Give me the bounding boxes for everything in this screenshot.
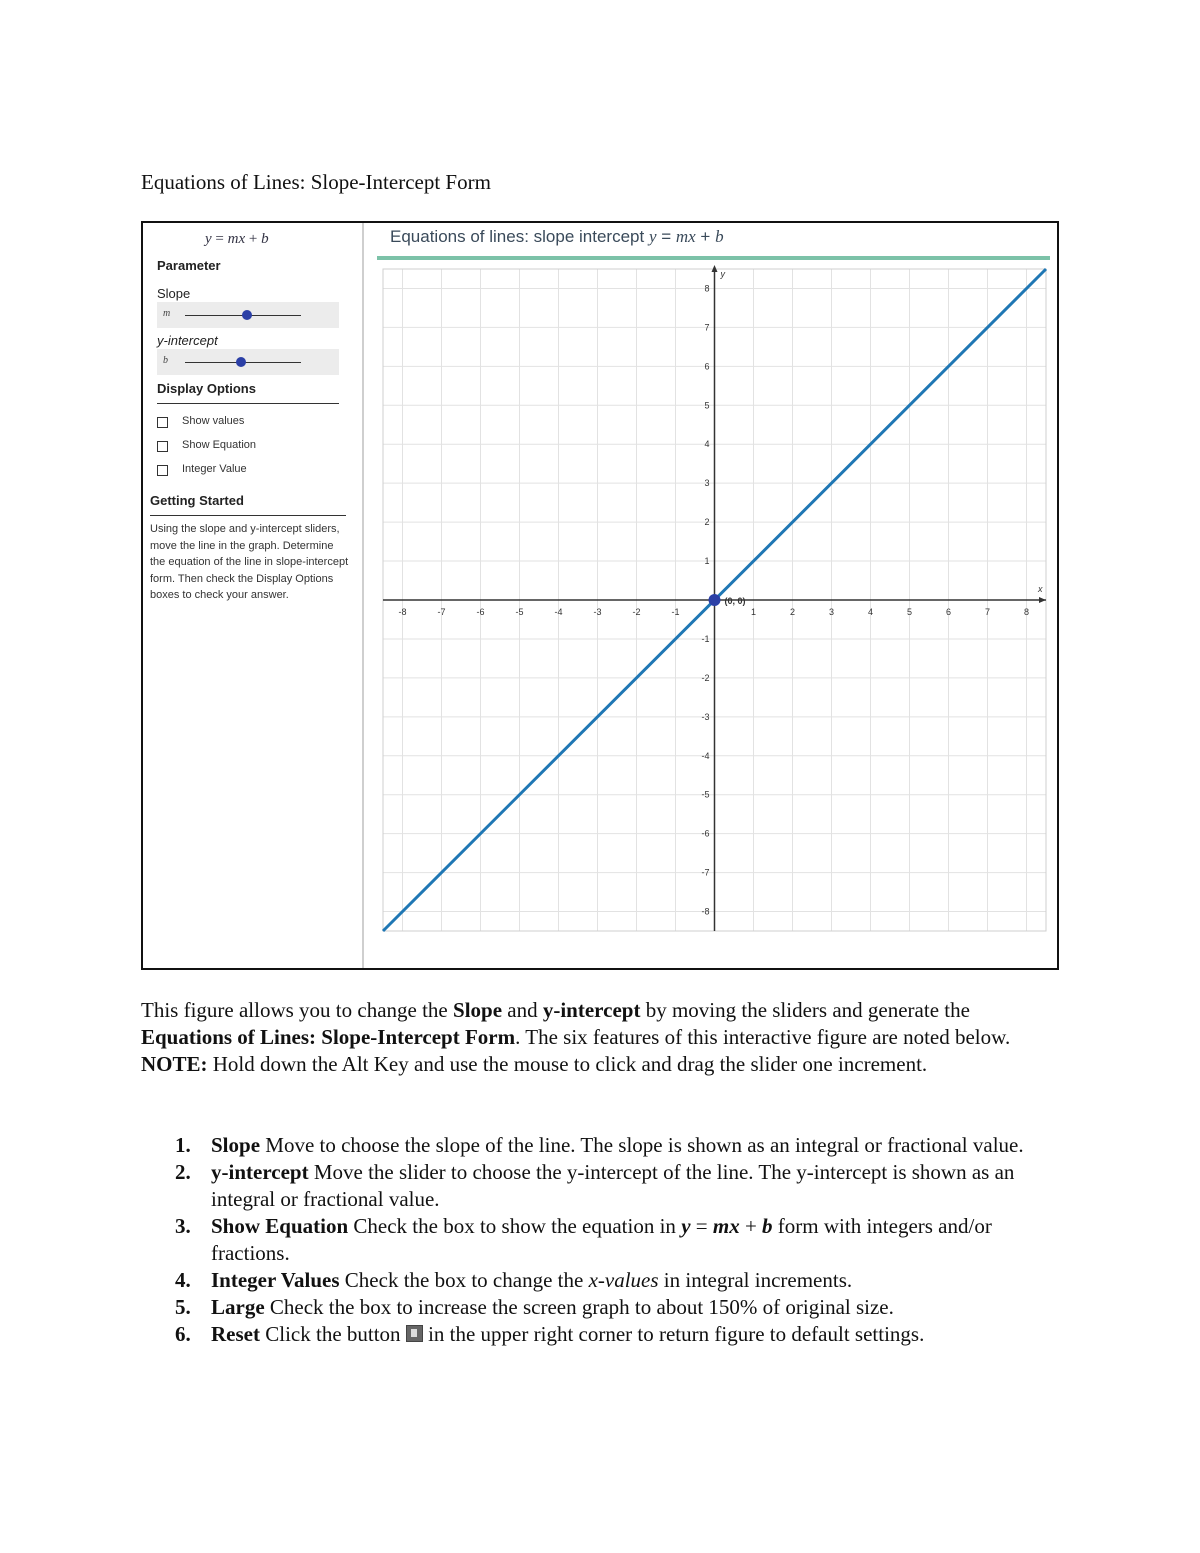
getting-started-text: Using the slope and y-intercept sliders, move the line in the graph. Determine the equation of the line in slope-intercept form. Then check the Display Options boxes to check your answer. <box>150 523 349 601</box>
x-tick-label: -7 <box>437 607 446 617</box>
eq-plus: + <box>739 1214 763 1238</box>
desc-bold-slope: Slope <box>453 998 503 1022</box>
feature-number: 4. <box>175 1268 191 1292</box>
yintercept-variable: b <box>163 355 168 366</box>
feature-term: Show Equation <box>211 1214 349 1238</box>
feature-list <box>141 1132 1066 1348</box>
slope-variable: m <box>163 308 171 319</box>
show-equation-label: Show Equation <box>182 439 256 451</box>
feature-item <box>141 1321 1066 1348</box>
document-title: Equations of Lines: Slope-Intercept Form <box>141 170 491 194</box>
y-tick-label: 5 <box>704 400 710 411</box>
feature-text: Click the button <box>259 1322 406 1346</box>
y-tick-label: -6 <box>701 828 710 839</box>
parameter-heading: Parameter <box>157 258 221 273</box>
feature-text: Move the slider to choose the y-intercept of the line. The y-intercept is shown as an integral or fractional value. <box>211 1160 1015 1211</box>
y-axis-label: y <box>720 269 725 279</box>
formula-mx: mx <box>227 231 246 247</box>
x-tick-label: -5 <box>515 607 524 617</box>
feature-item <box>141 1132 1066 1159</box>
feature-number: 1. <box>175 1133 191 1157</box>
x-tick-label: 6 <box>945 607 952 617</box>
feature-text: Check the box to change the <box>339 1268 589 1292</box>
display-options-heading: Display Options <box>157 381 256 396</box>
graph-title-b: b <box>715 227 724 246</box>
getting-started-heading: Getting Started <box>150 493 244 508</box>
description-paragraph <box>141 997 1061 1078</box>
desc-bold-yintercept: y-intercept <box>542 998 641 1022</box>
x-tick-label: -3 <box>593 607 602 617</box>
formula-plus: + <box>245 231 262 247</box>
show-values-label: Show values <box>182 415 245 427</box>
feature-text: Check the box to show the equation in <box>348 1214 682 1238</box>
feature-text: Move to choose the slope of the line. The slope is shown as an integral or fractional value. <box>260 1133 1024 1157</box>
feature-term: y-intercept <box>211 1160 309 1184</box>
desc-bold-note: NOTE: <box>141 1052 208 1076</box>
y-tick-label: 1 <box>704 556 710 567</box>
feature-text-post: form with integers and/or fractions. <box>211 1214 992 1265</box>
x-tick-label: -6 <box>476 607 485 617</box>
x-tick-label: -8 <box>398 607 407 617</box>
x-tick-label: -4 <box>554 607 563 617</box>
feature-item <box>141 1213 1066 1267</box>
desc-text-5: Hold down the Alt Key and use the mouse to click and drag the slider one increment. <box>207 1052 928 1076</box>
x-tick-label: -2 <box>632 607 641 617</box>
y-tick-label: -1 <box>701 633 710 644</box>
graph-title-prefix: Equations of lines: slope intercept <box>390 227 649 246</box>
x-tick-label: -1 <box>671 607 680 617</box>
intercept-point <box>709 594 721 606</box>
x-tick-label: 1 <box>750 607 757 617</box>
x-tick-label: 8 <box>1023 607 1030 617</box>
x-tick-label: 4 <box>867 607 874 617</box>
y-tick-label: 7 <box>704 322 710 333</box>
eq-y: y <box>681 1214 691 1238</box>
graph-title-mx: mx <box>675 227 696 246</box>
feature-number: 5. <box>175 1295 191 1319</box>
y-tick-label: -8 <box>701 906 710 917</box>
desc-text-1: This figure allows you to change the <box>141 998 454 1022</box>
feature-number: 6. <box>175 1322 191 1346</box>
x-axis-label: x <box>1038 584 1043 594</box>
formula-b: b <box>261 231 269 247</box>
feature-term: Large <box>211 1295 265 1319</box>
feature-text-post: in the upper right corner to return figure to default settings. <box>422 1322 925 1346</box>
y-tick-label: 3 <box>704 478 710 489</box>
y-tick-label: -2 <box>701 672 710 683</box>
y-tick-label: -3 <box>701 711 710 722</box>
feature-text-post: in integral increments. <box>658 1268 853 1292</box>
y-tick-label: -5 <box>701 789 710 800</box>
eq-mx: mx <box>712 1214 740 1238</box>
feature-number: 2. <box>175 1160 191 1184</box>
feature-term: Slope <box>211 1133 261 1157</box>
eq-b: b <box>762 1214 773 1238</box>
y-tick-label: 8 <box>704 283 710 294</box>
desc-bold-title: Equations of Lines: Slope-Intercept Form <box>141 1025 516 1049</box>
x-tick-label: 5 <box>906 607 913 617</box>
integer-value-label: Integer Value <box>182 463 247 475</box>
x-tick-label: 3 <box>828 607 835 617</box>
formula-equals: = <box>211 231 228 247</box>
reset-icon <box>406 1325 423 1342</box>
desc-text-2: and <box>502 998 543 1022</box>
yintercept-label: y-intercept <box>157 333 218 348</box>
feature-item <box>141 1159 1066 1213</box>
interactive-figure <box>141 221 1059 970</box>
x-axis-arrow-icon <box>1039 597 1046 603</box>
y-tick-label: 4 <box>704 439 710 450</box>
graph-title-plus: + <box>695 227 716 246</box>
feature-item <box>141 1294 1066 1321</box>
desc-text-4: . The six features of this interactive figure are noted below. <box>515 1025 1011 1049</box>
formula-y: y <box>205 231 212 247</box>
y-tick-label: -4 <box>701 750 710 761</box>
y-tick-label: -7 <box>701 867 710 878</box>
feature-term: Integer Values <box>211 1268 340 1292</box>
desc-text-3: by moving the sliders and generate the <box>640 998 970 1022</box>
feature-text: Check the box to increase the screen graph to about 150% of original size. <box>264 1295 894 1319</box>
feature-number: 3. <box>175 1214 191 1238</box>
y-tick-label: 2 <box>704 517 710 528</box>
coordinate-graph[interactable] <box>143 223 1057 968</box>
feature-italic: x-values <box>588 1268 659 1292</box>
eq-equals: = <box>690 1214 713 1238</box>
graph-title-equals: = <box>656 227 676 246</box>
x-tick-label: 2 <box>789 607 796 617</box>
y-tick-label: 6 <box>704 361 710 372</box>
slope-label: Slope <box>157 286 191 301</box>
x-tick-label: 7 <box>984 607 991 617</box>
feature-item <box>141 1267 1066 1294</box>
intercept-point-label: (0, 0) <box>724 596 746 606</box>
feature-term: Reset <box>211 1322 260 1346</box>
graph-title-y: y <box>648 227 657 246</box>
